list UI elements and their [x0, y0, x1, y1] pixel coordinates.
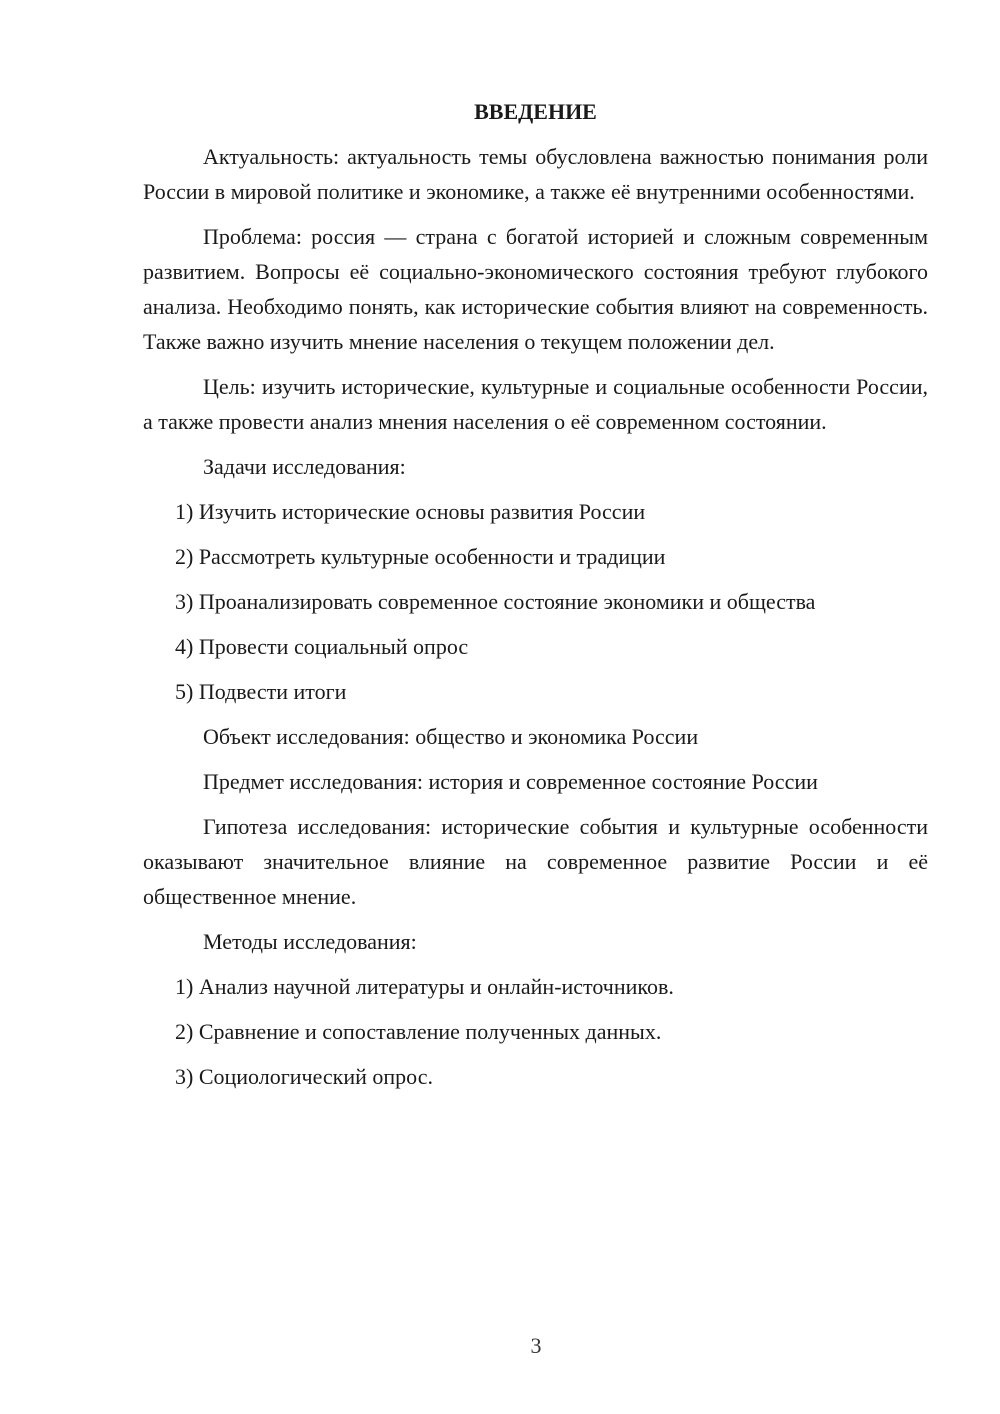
page-title: ВВЕДЕНИЕ — [474, 99, 597, 124]
methods-list — [143, 969, 928, 1094]
method-item-1: 1) Анализ научной литературы и онлайн-источников. — [175, 974, 674, 999]
method-item-3: 3) Социологический опрос. — [175, 1064, 433, 1089]
task-item-3: 3) Проанализировать современное состояние экономики и общества — [175, 589, 816, 614]
document-page — [143, 94, 928, 1104]
task-item-4: 4) Провести социальный опрос — [175, 634, 469, 659]
problem-paragraph: Проблема: россия — страна с богатой историей и сложным современным развитием. Вопросы её социально-экономического состояния требуют глубокого анализа. Необходимо понять, как исторические события влияют на современность. Также важно изучить мнение населения о текущем положении дел. — [143, 224, 928, 354]
task-item-5: 5) Подвести итоги — [175, 679, 347, 704]
relevance-paragraph: Актуальность: актуальность темы обусловлена важностью понимания роли России в мировой политике и экономике, а также её внутренними особенностями. — [143, 144, 928, 204]
object-paragraph: Объект исследования: общество и экономика России — [203, 724, 699, 749]
methods-heading: Методы исследования: — [203, 929, 417, 954]
task-item-2: 2) Рассмотреть культурные особенности и традиции — [175, 544, 666, 569]
tasks-heading: Задачи исследования: — [203, 454, 406, 479]
hypothesis-paragraph: Гипотеза исследования: исторические события и культурные особенности оказывают значительное влияние на современное развитие России и её общественное мнение. — [143, 814, 928, 909]
goal-paragraph: Цель: изучить исторические, культурные и социальные особенности России, а также провести анализ мнения населения о её современном состоянии. — [143, 374, 928, 434]
subject-paragraph: Предмет исследования: история и современное состояние России — [203, 769, 818, 794]
page-number: 3 — [530, 1333, 542, 1358]
tasks-list — [143, 494, 928, 709]
method-item-2: 2) Сравнение и сопоставление полученных данных. — [175, 1019, 662, 1044]
task-item-1: 1) Изучить исторические основы развития России — [175, 499, 646, 524]
